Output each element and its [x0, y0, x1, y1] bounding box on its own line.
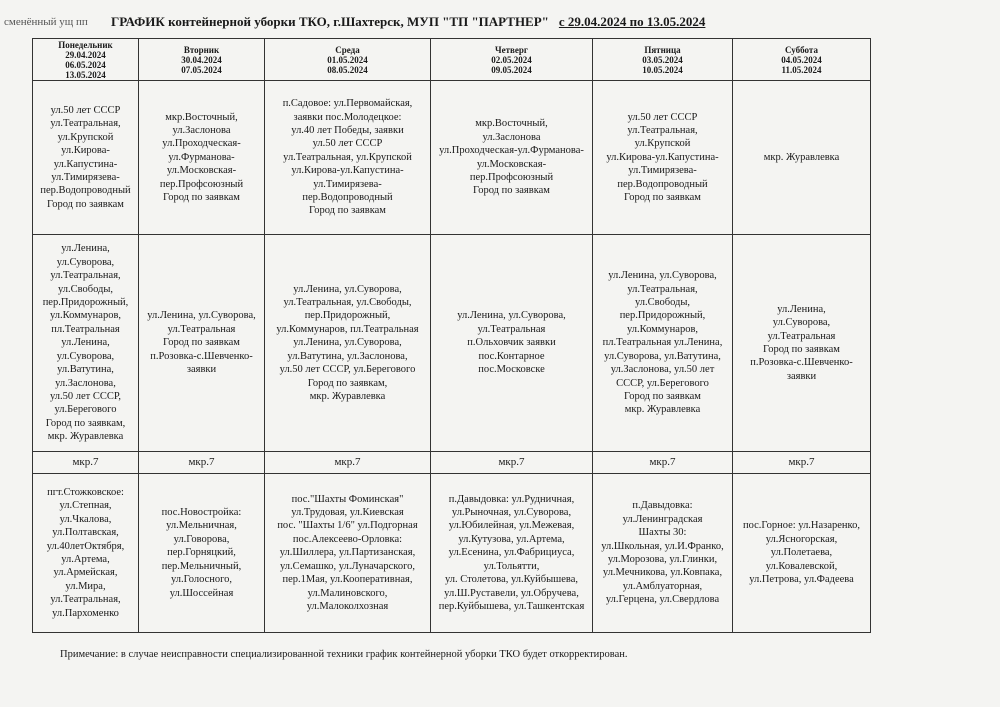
address-line: ул.Шиллера, ул.Партизанская,: [279, 547, 416, 559]
address-line: Город по заявкам: [163, 337, 240, 349]
address-line: ул.Ленина,: [777, 303, 826, 315]
address-line: ул.Есенина, ул.Фабрициуса,: [448, 547, 575, 559]
day-date: 03.05.2024: [642, 54, 683, 65]
address-line: ул.Крупской: [634, 138, 691, 150]
address-line: ул.Театральная: [767, 330, 836, 342]
address-line: ул.Театральная, ул.Свободы,: [283, 297, 412, 309]
address-line: ул.Семашко, ул.Луначарского,: [279, 560, 416, 572]
schedule-cell: [33, 235, 139, 452]
address-line: ул.50 лет СССР, ул.Берегового: [279, 364, 416, 376]
address-line: ул.50 лет СССР,: [49, 390, 122, 402]
schedule-cell: [733, 452, 871, 474]
address-line: ул.40летОктября,: [46, 540, 125, 552]
address-line: ул.Ватутина, ул.Заслонова,: [287, 350, 408, 362]
address-line: ул.Заслонова: [172, 124, 231, 136]
day-date: 06.05.2024: [65, 59, 106, 70]
address-line: ул.Рыночная, ул.Суворова,: [451, 507, 572, 519]
title-text: ГРАФИК контейнерной уборки ТКО, г.Шахтерск, МУП "ТП "ПАРТНЕР": [111, 14, 549, 29]
address-line: заявки: [786, 370, 817, 382]
day-date: 02.05.2024: [491, 54, 532, 65]
address-line: пер.Профсоюзный: [469, 171, 554, 183]
address-line: ул.Трудовая, ул.Киевская: [291, 507, 404, 519]
address-line: ул.50 лет СССР: [312, 138, 383, 150]
schedule-cell: [33, 81, 139, 235]
address-line: ул.Ленина, ул.Суворова,: [147, 310, 256, 322]
day-date: 13.05.2024: [65, 69, 106, 80]
address-line: ул.Тимирязева-: [628, 165, 697, 177]
address-line: ул.Ленина, ул.Суворова,: [293, 283, 402, 295]
day-name: Пятница: [644, 44, 681, 55]
address-line: ул.Проходческая-ул.Фурманова-: [439, 145, 584, 157]
address-line: пер.Мельничный,: [161, 560, 242, 572]
address-line: пос. "Шахты 1/6" ул.Подгорная: [277, 520, 418, 532]
address-line: п.Давыдовка:: [632, 500, 693, 512]
schedule-row: [33, 474, 871, 633]
schedule-cell: [139, 452, 265, 474]
address-line: ул.Фурманова-: [168, 151, 235, 163]
day-date: 01.05.2024: [327, 54, 368, 65]
address-line: мкр.7: [649, 455, 676, 468]
day-header: [593, 39, 733, 81]
address-line: мкр.7: [788, 455, 815, 468]
address-line: мкр. Журавлевка: [309, 390, 386, 402]
day-date: 08.05.2024: [327, 64, 368, 75]
day-name: Четверг: [495, 44, 528, 55]
address-line: пер.Придорожный,: [304, 310, 391, 322]
address-line: пер.1Мая, ул.Кооперативная,: [282, 574, 413, 586]
address-line: Город по заявкам: [473, 185, 550, 197]
address-line: ул.Театральная,: [627, 124, 698, 136]
day-date: 10.05.2024: [642, 64, 683, 75]
day-date: 04.05.2024: [781, 54, 822, 65]
address-line: ул.Заслонова: [482, 131, 541, 143]
address-line: ул.Ленина,: [61, 243, 110, 255]
address-line: ул.Тимирязева-: [313, 178, 382, 190]
address-line: ул.Малоколхозная: [306, 600, 389, 612]
day-header: [733, 39, 871, 81]
address-line: заявки: [186, 364, 217, 376]
schedule-cell: [265, 81, 431, 235]
address-line: Город по заявкам,: [45, 417, 126, 429]
address-line: ул.Ленина,: [61, 337, 110, 349]
address-line: ул.Суворова,: [56, 256, 115, 268]
address-line: ул.Берегового: [54, 404, 117, 416]
address-line: Город по заявкам: [763, 344, 840, 355]
address-line: ул.Коммунаров,: [49, 310, 122, 322]
address-line: ул.Ленинградская: [622, 513, 703, 525]
address-line: ул.Полетаева,: [770, 547, 833, 559]
schedule-cell: [431, 452, 593, 474]
address-line: ул.50 лет СССР: [627, 111, 698, 123]
address-line: мкр.7: [72, 455, 99, 468]
schedule-cell: [139, 474, 265, 633]
address-line: пос."Шахты Фоминская": [291, 493, 404, 505]
schedule-cell: [33, 474, 139, 633]
address-line: ул.Ленина, ул.Суворова,: [457, 310, 566, 322]
day-date: 30.04.2024: [181, 54, 222, 65]
day-header: [431, 39, 593, 81]
document-title: [111, 14, 705, 30]
header-fragment: сменённый ущ пп: [4, 16, 88, 28]
address-line: ул.Чкалова,: [59, 513, 112, 525]
address-line: ул.Суворова, ул.Ватутина,: [604, 350, 721, 362]
address-line: мкр.7: [334, 455, 361, 468]
address-line: ул.Мечникова, ул.Ковпака,: [602, 567, 723, 579]
address-line: ул.Театральная,: [627, 283, 698, 295]
address-line: ул.Ленина, ул.Суворова,: [293, 337, 402, 349]
address-line: ул.Полтавская,: [52, 527, 119, 539]
address-line: ул.Коммунаров,: [626, 323, 699, 335]
schedule-cell: [139, 81, 265, 235]
schedule-row: [33, 81, 871, 235]
address-line: пос.Московске: [478, 364, 545, 376]
schedule-cell: [33, 452, 139, 474]
address-line: ул.Театральная,: [50, 270, 121, 282]
address-line: пер.Куйбышева, ул.Ташкентская: [438, 600, 585, 612]
schedule-cell: [593, 452, 733, 474]
address-line: ул.Шоссейная: [169, 587, 234, 599]
address-line: мкр.7: [188, 455, 215, 468]
address-line: п.Ольховчик заявки: [467, 337, 556, 349]
address-line: пер.Водопроводный: [40, 185, 131, 197]
day-name: Вторник: [183, 44, 220, 55]
address-line: ул.Театральная,: [50, 118, 121, 130]
address-line: ул.Заслонова, ул.50 лет: [610, 364, 715, 376]
address-line: ул.Театральная,: [50, 594, 121, 606]
address-line: ул.Герцена, ул.Свердлова: [605, 594, 720, 606]
address-line: мкр. Журавлевка: [624, 404, 701, 416]
address-line: пер.Придорожный,: [42, 297, 129, 309]
address-line: СССР, ул.Берегового: [616, 377, 709, 389]
address-line: Шахты 30:: [638, 527, 687, 539]
address-line: ул.Школьная, ул.И.Франко,: [601, 540, 724, 552]
schedule-cell: [593, 474, 733, 633]
schedule-cell: [593, 81, 733, 235]
day-date: 29.04.2024: [65, 49, 106, 60]
day-header-row: [33, 39, 871, 81]
address-line: ул. Столетова, ул.Куйбышева,: [444, 574, 579, 586]
address-line: пос.Алексеево-Орловка:: [292, 533, 403, 545]
day-header: [139, 39, 265, 81]
address-line: ул.Ш.Руставели, ул.Обручева,: [444, 587, 579, 599]
schedule-row: [33, 235, 871, 452]
address-line: ул.Кутузова, ул.Артема,: [458, 533, 565, 545]
address-line: ул.Юбилейная, ул.Межевая,: [448, 520, 575, 532]
address-line: мкр.7: [498, 455, 525, 468]
address-line: Город по заявкам: [163, 192, 240, 204]
address-line: пер.Горняцкий,: [167, 547, 236, 559]
address-line: ул.Кирова-: [61, 145, 110, 157]
address-line: ул.Проходческая-: [162, 138, 241, 150]
address-line: пгт.Стожковское:: [47, 486, 124, 498]
address-line: пл.Театральная: [51, 323, 120, 335]
schedule-table: [32, 38, 871, 633]
address-line: ул.Мельничная,: [166, 520, 237, 532]
address-line: пер.Водопроводный: [617, 178, 708, 190]
address-line: ул.Артема,: [61, 554, 110, 565]
schedule-cell: [733, 474, 871, 633]
address-line: ул.Морозова, ул.Глинки,: [607, 554, 718, 565]
address-line: ул.Ковалевской,: [765, 560, 838, 572]
address-line: пос.Горное: ул.Назаренко,: [743, 520, 860, 532]
address-line: ул.Капустина-: [53, 158, 118, 170]
address-line: заявки пос.Молодецкое:: [293, 111, 402, 123]
address-line: ул.Тимирязева-: [51, 171, 120, 183]
address-line: ул.Армейская,: [53, 567, 118, 579]
address-line: ул.Суворова,: [56, 350, 115, 362]
address-line: п.Садовое: ул.Первомайская,: [282, 98, 413, 110]
schedule-cell: [733, 235, 871, 452]
address-line: ул.Свободы,: [634, 297, 691, 309]
address-line: ул.Театральная: [477, 323, 546, 335]
schedule-cell: [265, 235, 431, 452]
address-line: Город по заявкам,: [307, 377, 388, 389]
address-line: ул.Голосного,: [170, 574, 233, 586]
address-line: Город по заявкам: [47, 198, 124, 210]
address-line: пер.Профсоюзный: [159, 178, 244, 190]
address-line: ул.Тольятти,: [483, 560, 540, 572]
schedule-cell: [139, 235, 265, 452]
address-line: мкр. Журавлевка: [763, 151, 840, 163]
address-line: ул.Пархоменко: [52, 607, 119, 619]
address-line: Город по заявкам: [624, 192, 701, 204]
address-line: ул.Амблуаторная,: [622, 580, 703, 592]
address-line: ул.Степная,: [59, 500, 112, 512]
address-line: пер.Придорожный,: [619, 310, 706, 322]
address-line: ул.Ясногорская,: [765, 533, 838, 545]
address-line: п.Розовка-с.Шевченко-: [150, 350, 253, 362]
address-line: ул.40 лет Победы, заявки: [291, 124, 404, 136]
schedule-cell: [593, 235, 733, 452]
address-line: ул.Петрова, ул.Фадеева: [749, 574, 854, 586]
address-line: Город по заявкам: [309, 205, 386, 217]
schedule-cell: [431, 81, 593, 235]
address-line: п.Розовка-с.Шевченко-: [750, 357, 853, 369]
schedule-cell: [265, 474, 431, 633]
footnote: Примечание: в случае неисправности специализированной техники график контейнерной уборки ТКО будет откорректирован.: [60, 649, 628, 660]
address-line: мкр.Восточный,: [475, 118, 548, 130]
address-line: ул.Малиновского,: [307, 587, 388, 599]
address-line: ул.Кирова-ул.Капустина-: [291, 165, 404, 177]
address-line: ул.Мира,: [65, 580, 106, 592]
schedule-cell: [431, 474, 593, 633]
day-header: [265, 39, 431, 81]
address-line: ул.Ленина, ул.Суворова,: [608, 270, 717, 282]
address-line: п.Давыдовка: ул.Рудничная,: [448, 493, 575, 505]
address-line: пос.Контарное: [478, 350, 545, 362]
address-line: Город по заявкам: [624, 390, 701, 402]
schedule-cell: [265, 452, 431, 474]
schedule-row: [33, 452, 871, 474]
day-date: 11.05.2024: [781, 64, 822, 75]
title-period: с 29.04.2024 по 13.05.2024: [558, 14, 706, 29]
day-name: Понедельник: [58, 39, 113, 50]
address-line: пл.Театральная ул.Ленина,: [602, 337, 723, 349]
address-line: мкр.Восточный,: [165, 111, 238, 123]
day-date: 07.05.2024: [181, 64, 222, 75]
address-line: ул.Свободы,: [57, 283, 114, 295]
address-line: ул.Московская-: [166, 165, 237, 177]
address-line: ул.50 лет СССР: [50, 104, 121, 116]
day-name: Суббота: [785, 44, 818, 55]
address-line: мкр. Журавлевка: [47, 431, 124, 443]
day-name: Среда: [335, 44, 360, 55]
address-line: ул.Коммунаров, пл.Театральная: [276, 323, 419, 335]
address-line: ул.Московская-: [476, 158, 547, 170]
address-line: пер.Водопроводный: [302, 192, 393, 204]
address-line: ул.Театральная, ул.Крупской: [283, 151, 412, 163]
document-header: [4, 14, 994, 34]
address-line: ул.Заслонова,: [55, 377, 116, 389]
address-line: ул.Кирова-ул.Капустина-: [606, 151, 719, 163]
address-line: ул.Крупской: [57, 131, 114, 143]
day-header: [33, 39, 139, 81]
address-line: пос.Новостройка:: [161, 507, 242, 519]
address-line: ул.Суворова,: [772, 317, 831, 329]
day-date: 09.05.2024: [491, 64, 532, 75]
address-line: ул.Говорова,: [173, 533, 230, 545]
address-line: ул.Ватутина,: [57, 364, 114, 376]
schedule-cell: [431, 235, 593, 452]
schedule-cell: [733, 81, 871, 235]
address-line: ул.Театральная: [167, 323, 236, 335]
